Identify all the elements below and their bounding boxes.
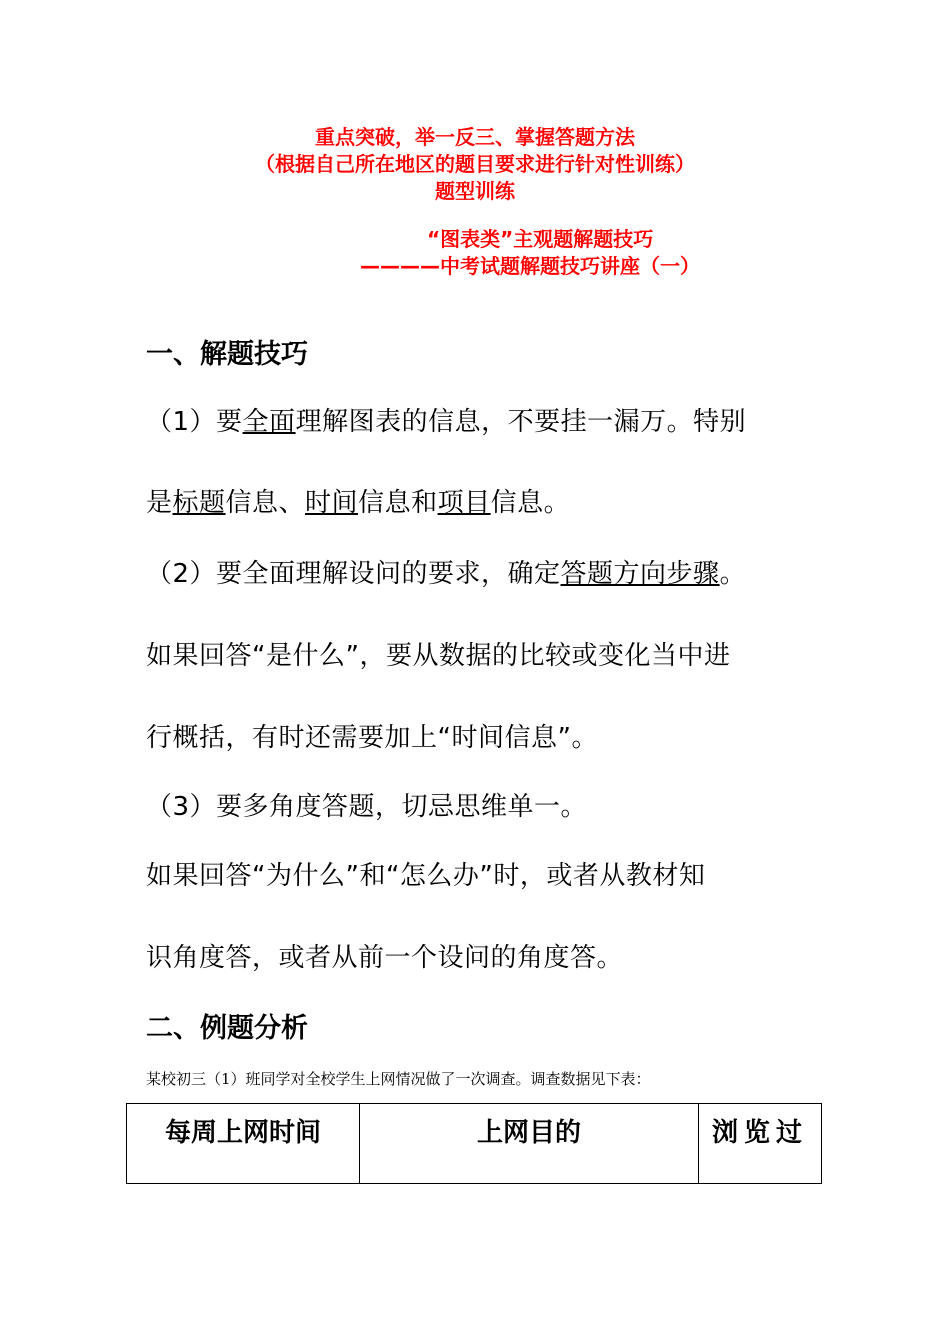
table-header-cell: 浏览过 bbox=[699, 1104, 822, 1184]
text-span: 信息和 bbox=[358, 488, 438, 518]
paragraph-line: 如果回答“是什么”，要从数据的比较或变化当中进 bbox=[146, 641, 731, 671]
section-heading-examples: 二、例题分析 bbox=[146, 1013, 308, 1044]
paragraph-line bbox=[146, 401, 746, 438]
paragraph-line: 识角度答，或者从前一个设问的角度答。 bbox=[146, 943, 624, 973]
text-span: 信息、 bbox=[225, 488, 306, 518]
title-line-2: （根据自己所在地区的题目要求进行针对性训练） bbox=[255, 152, 695, 176]
text-span: 。 bbox=[719, 559, 747, 589]
example-intro: 某校初三（1）班同学对全校学生上网情况做了一次调查。调查数据见下表： bbox=[146, 1070, 651, 1088]
title-line-1: 重点突破，举一反三、掌握答题方法 bbox=[315, 125, 635, 149]
paragraph-line bbox=[146, 553, 746, 590]
section-heading-techniques: 一、解题技巧 bbox=[146, 339, 308, 370]
underlined-text: 标题 bbox=[172, 488, 226, 518]
paragraph-line: 如果回答“为什么”和“怎么办”时，或者从教材知 bbox=[146, 861, 706, 891]
table-header-cell: 每周上网时间 bbox=[127, 1104, 360, 1184]
text-span: 理解图表的信息，不要挂一漏万。特别 bbox=[295, 407, 747, 437]
paragraph-line bbox=[146, 482, 570, 519]
text-span: 是 bbox=[146, 488, 173, 518]
text-span: 信息。 bbox=[490, 488, 571, 518]
underlined-text: 项目 bbox=[437, 488, 491, 518]
underlined-text: 答题方向步骤 bbox=[560, 559, 720, 589]
title-line-3: 题型训练 bbox=[435, 179, 515, 203]
paragraph-line: 行概括，有时还需要加上“时间信息”。 bbox=[146, 723, 598, 753]
title-line-5: ————中考试题解题技巧讲座（一） bbox=[360, 254, 700, 278]
paragraph-line: （3）要多角度答题，切忌思维单一。 bbox=[146, 792, 588, 822]
text-span: （1）要 bbox=[146, 407, 243, 437]
title-line-4: “图表类”主观题解题技巧 bbox=[427, 227, 654, 251]
underlined-text: 时间 bbox=[305, 488, 359, 518]
survey-table bbox=[126, 1103, 822, 1184]
table-row bbox=[127, 1104, 822, 1184]
underlined-text: 全面 bbox=[242, 407, 296, 437]
text-span: （2）要全面理解设问的要求，确定 bbox=[146, 559, 561, 589]
table-header-cell: 上网目的 bbox=[360, 1104, 699, 1184]
